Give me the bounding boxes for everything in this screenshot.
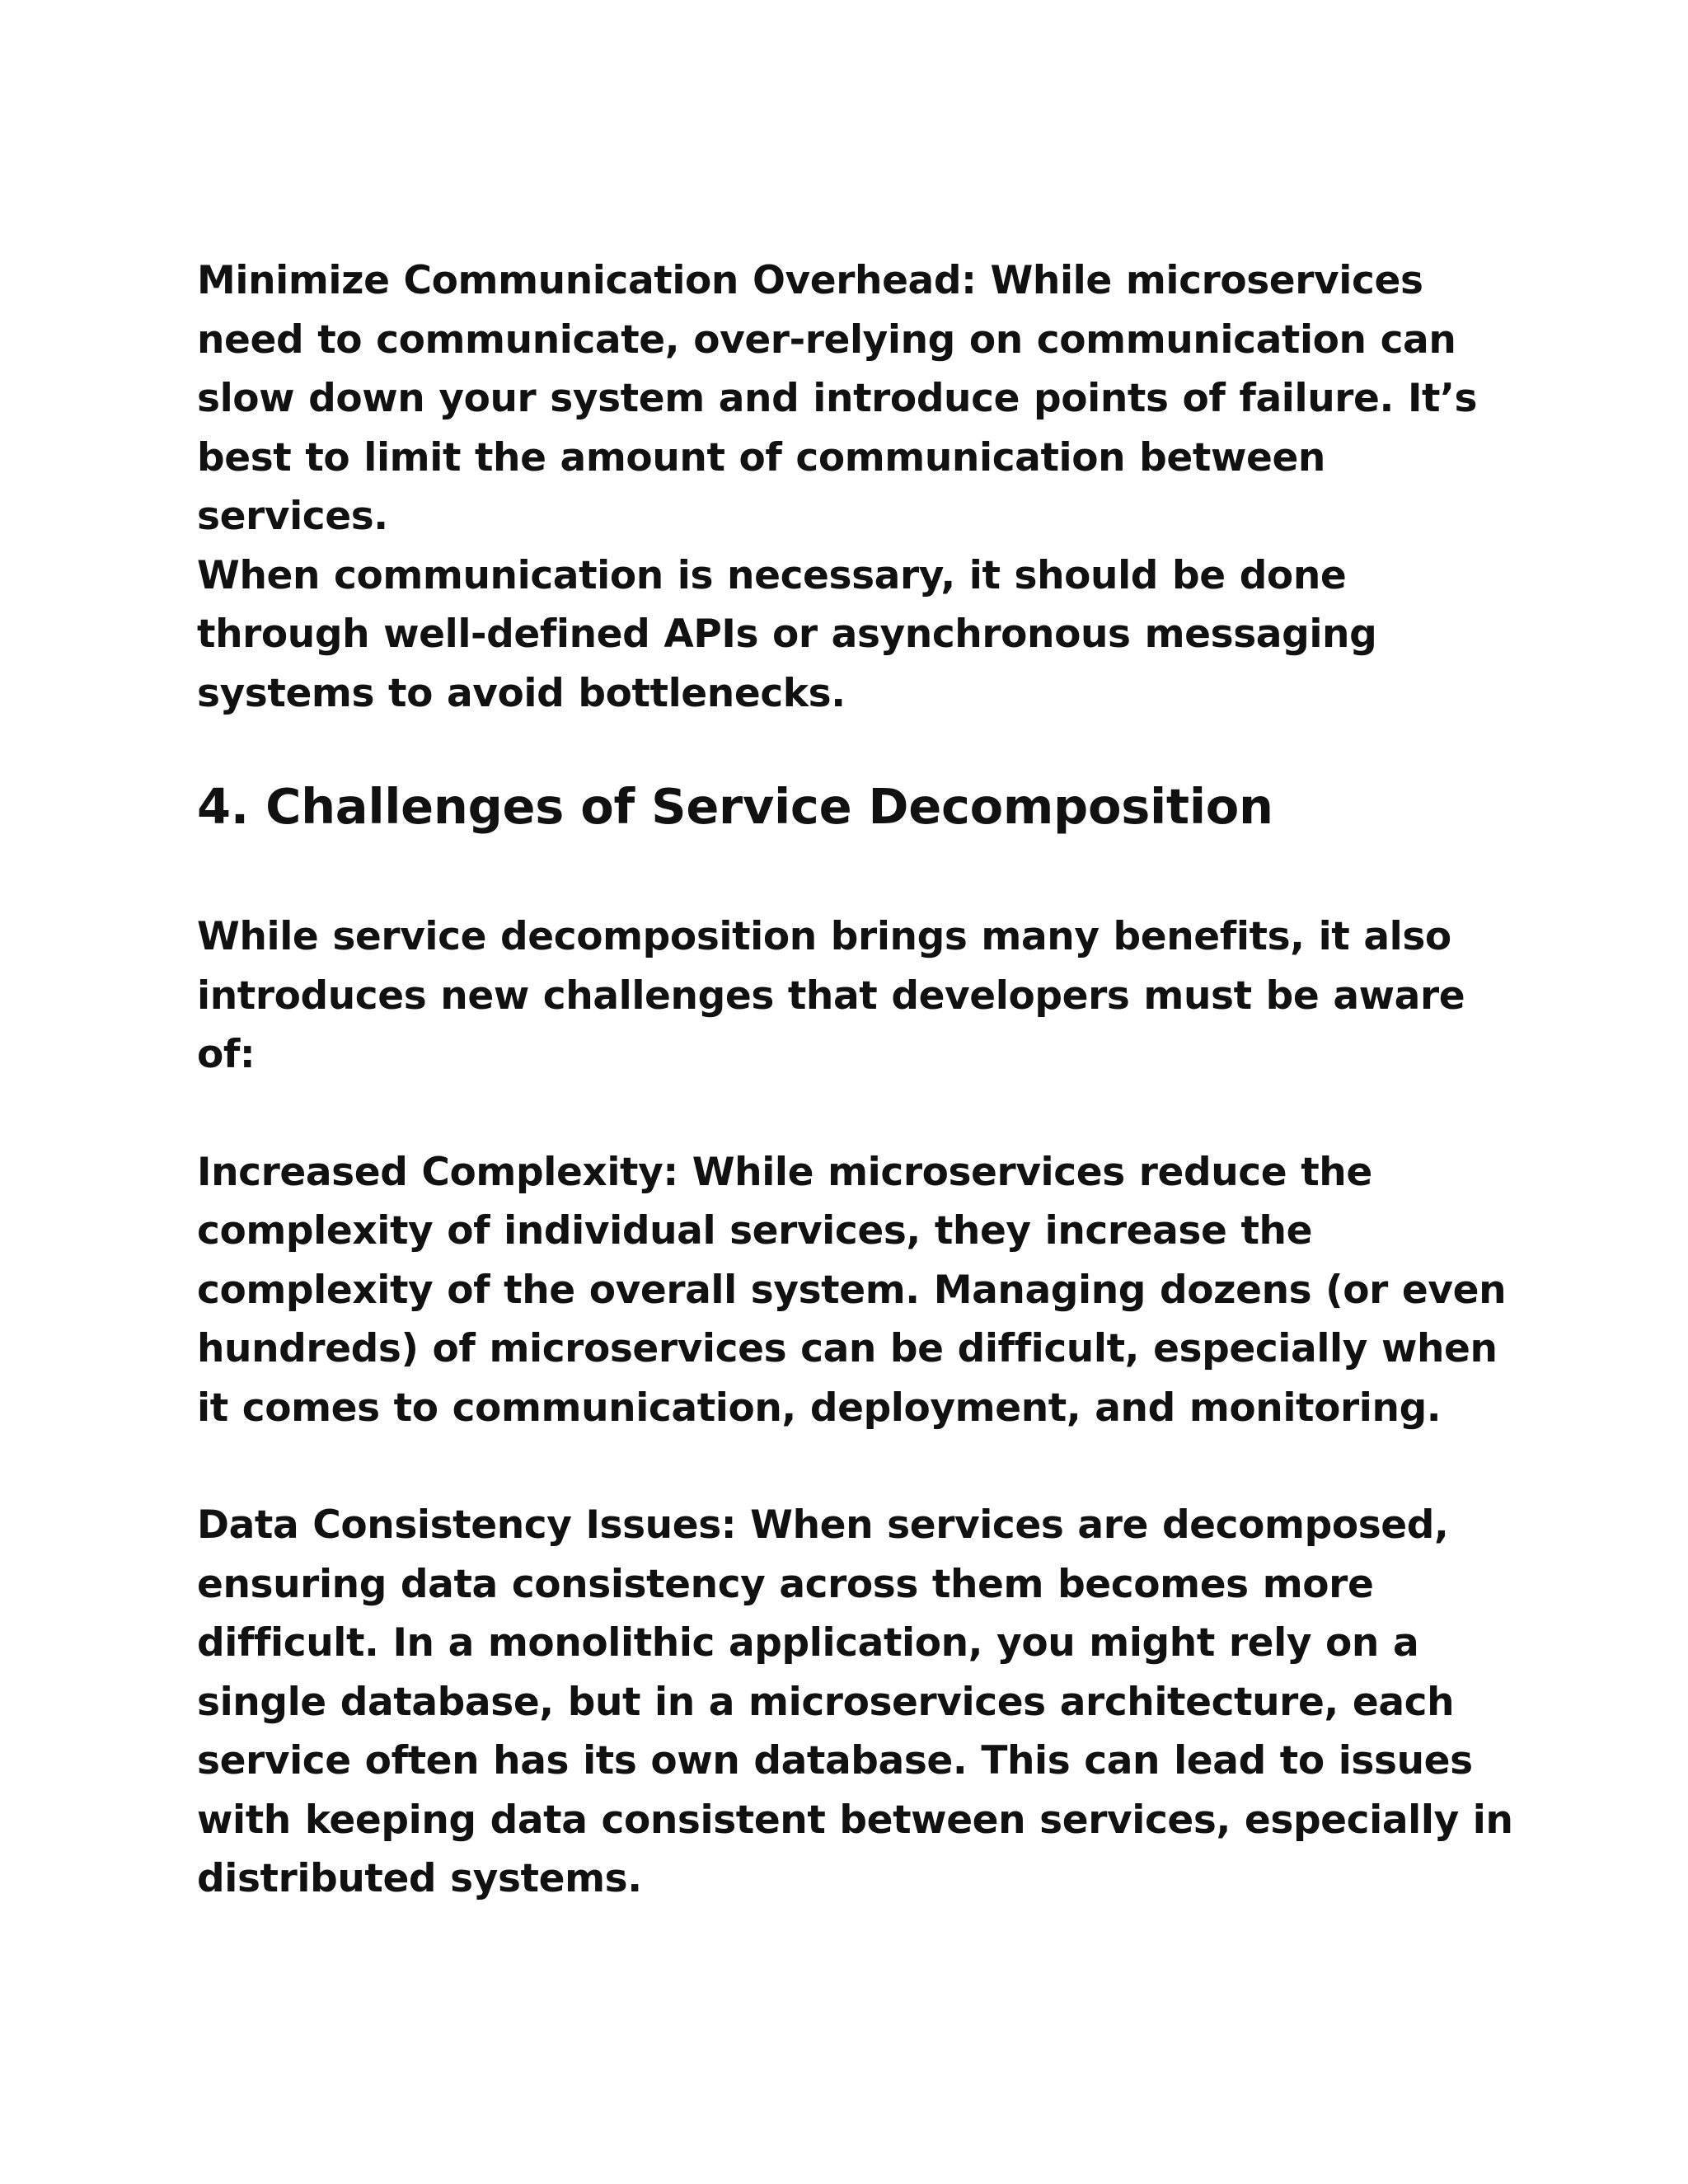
paragraph-minimize-communication-overhead: Minimize Communication Overhead: While microservices need to communicate, over-relying on communication can slow down your system and introduce points of failure. It’s best to limit the amount of communication between services. When communication is necessary, it should be done through well-defined APIs or asynchronous messaging systems to avoid bottlenecks. bbox=[197, 258, 1478, 716]
section-heading-challenges: 4. Challenges of Service Decomposition bbox=[197, 778, 1273, 835]
paragraph-challenges-intro: While service decomposition brings many benefits, it also introduces new challenges that developers must be aware of: bbox=[197, 914, 1465, 1077]
paragraph-data-consistency-issues: Data Consistency Issues: When services are decomposed, ensuring data consistency across them becomes more difficult. In a monolithic application, you might rely on a single database, but in a microservices architecture, each service often has its own database. This can lead to issues with keeping data consistent between services, especially in distributed systems. bbox=[197, 1502, 1513, 1901]
document-body bbox=[197, 251, 1516, 1909]
paragraph-increased-complexity: Increased Complexity: While microservices reduce the complexity of individual services, they increase the complexity of the overall system. Managing dozens (or even hundreds) of microservices can be difficult, especially when it comes to communication, deployment, and monitoring. bbox=[197, 1149, 1507, 1431]
